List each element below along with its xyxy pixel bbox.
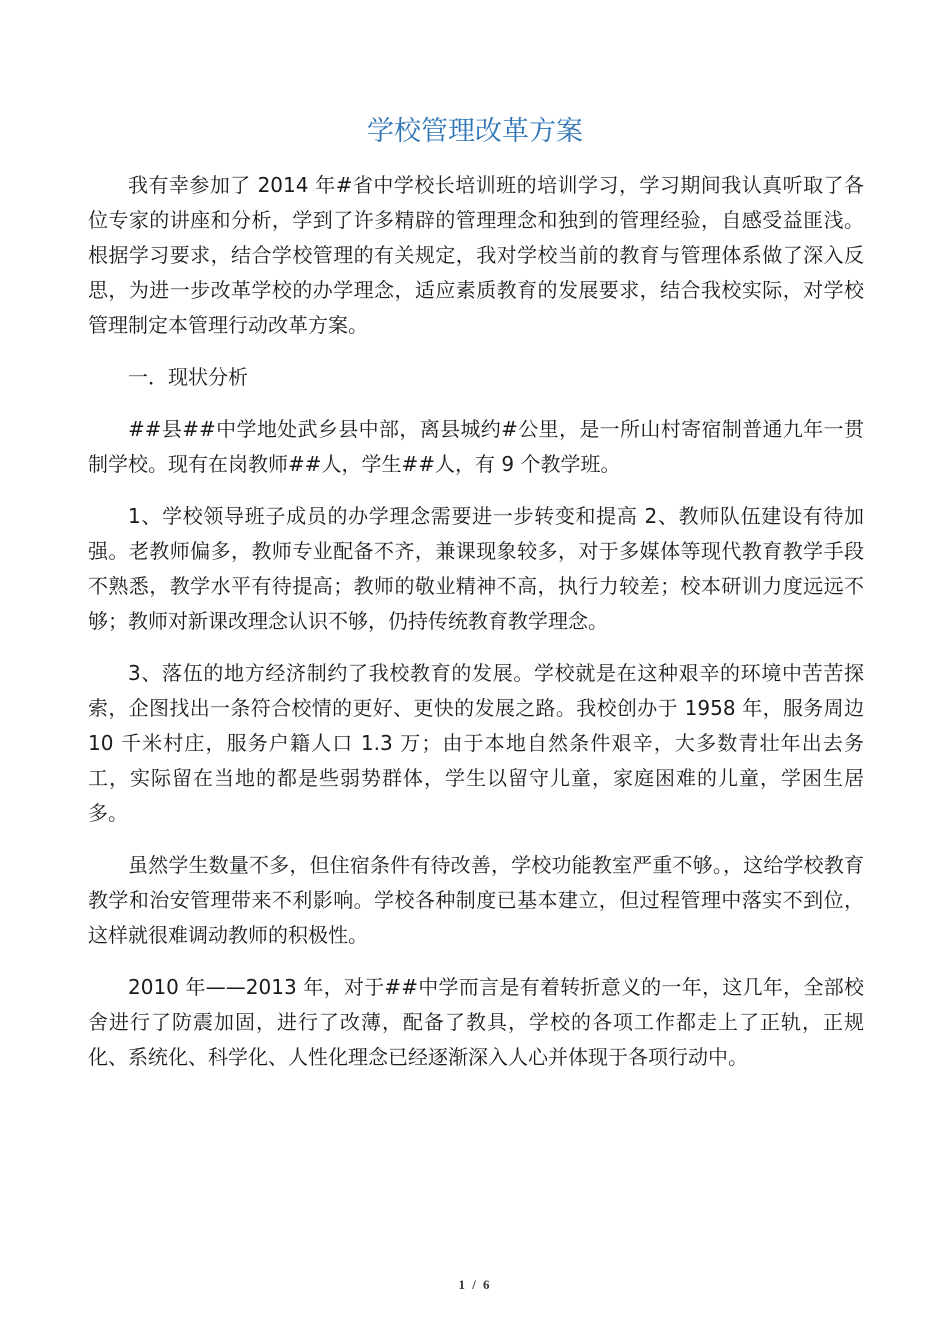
section-heading-status-analysis: 一．现状分析 [128,365,248,389]
document-body [88,168,864,1092]
paragraph-2010-2013: 2010 年——2013 年，对于##中学而言是有着转折意义的一年，这几年，全部校舍进行了防震加固，进行了改薄，配备了教具，学校的各项工作都走上了正轨，正规化、系统化、科学化、人性化理念已经逐渐深入人心并体现于各项行动中。 [88,975,864,1069]
document-title: 学校管理改革方案 [367,116,583,147]
paragraph-school-overview: ##县##中学地处武乡县中部，离县城约#公里，是一所山村寄宿制普通九年一贯制学校。现有在岗教师##人，学生##人，有 9 个教学班。 [88,417,864,476]
paragraph-facilities: 虽然学生数量不多，但住宿条件有待改善，学校功能教室严重不够。，这给学校教育教学和治安管理带来不利影响。学校各种制度已基本建立，但过程管理中落实不到位，这样就很难调动教师的积极性。 [88,853,864,947]
paragraph-intro: 我有幸参加了 2014 年#省中学校长培训班的培训学习，学习期间我认真听取了各位专家的讲座和分析，学到了许多精辟的管理理念和独到的管理经验，自感受益匪浅。根据学习要求，结合学校管理的有关规定，我对学校当前的教育与管理体系做了深入反思，为进一步改革学校的办学理念，适应素质教育的发展要求，结合我校实际，对学校管理制定本管理行动改革方案。 [88,173,864,337]
paragraph-local-economy: 3、落伍的地方经济制约了我校教育的发展。学校就是在这种艰辛的环境中苦苦探索，企图找出一条符合校情的更好、更快的发展之路。我校创办于 1958 年，服务周边 10 千米村庄，服务户籍人口 1.3 万；由于本地自然条件艰辛，大多数青壮年出去务工，实际留在当地的都是些弱势群体，学生以留守儿童，家庭困难的儿童，学困生居多。 [88,661,864,825]
page-number: 1 / 6 [458,1277,492,1292]
paragraph-leadership-and-teachers: 1、学校领导班子成员的办学理念需要进一步转变和提高 2、教师队伍建设有待加强。老教师偏多，教师专业配备不齐，兼课现象较多，对于多媒体等现代教育教学手段不熟悉，教学水平有待提高；教师的敬业精神不高，执行力较差；校本研训力度远远不够；教师对新课改理念认识不够，仍持传统教育教学理念。 [88,504,864,633]
